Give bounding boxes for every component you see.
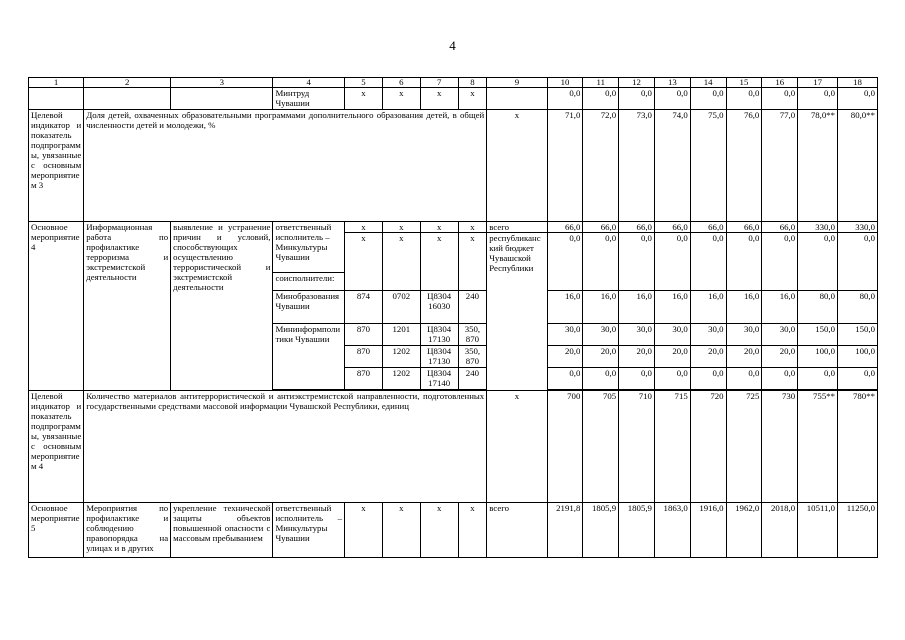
funding-source: всего [487, 503, 547, 558]
code-cell: x [382, 88, 420, 110]
measure-goal: укрепление технической защиты объектов повышенной опасности с массовым пребыванием [171, 503, 273, 558]
code-cell: 240 [458, 291, 487, 324]
value-cell: 0,0 [798, 88, 838, 110]
value-cell: 1962,0 [726, 503, 762, 558]
table-row [29, 503, 878, 558]
value-cell: 16,0 [726, 291, 762, 324]
value-cell: 16,0 [583, 291, 619, 324]
header-cell: 2 [84, 78, 171, 88]
value-cell: 0,0 [762, 368, 798, 390]
value-cell: 10511,0 [798, 503, 838, 558]
indicator-text: Доля детей, охваченных образовательными программами дополнительного образования детей, в общей численности детей и молодежи, % [84, 110, 487, 222]
code-cell: Ц8304 17140 [420, 368, 458, 390]
value-cell: 71,0 [547, 110, 583, 222]
value-cell: 0,0 [583, 368, 619, 390]
value-cell: 73,0 [619, 110, 655, 222]
code-cell: x [420, 233, 458, 291]
code-cell: 0702 [382, 291, 420, 324]
code-cell: x [345, 503, 383, 558]
value-cell: 0,0 [838, 88, 878, 110]
measure-goal: выявление и устранение причин и условий, способствующих осуществлению террористической и экстремистской деятельности [171, 222, 273, 391]
value-cell: 30,0 [762, 324, 798, 346]
value-cell: 1805,9 [583, 503, 619, 558]
value-cell: 0,0 [654, 368, 690, 390]
value-cell: 30,0 [690, 324, 726, 346]
value-cell: 16,0 [619, 291, 655, 324]
value-cell: 66,0 [619, 222, 655, 233]
header-cell: 8 [458, 78, 487, 88]
header-cell: 1 [29, 78, 84, 88]
value-cell: 0,0 [798, 233, 838, 291]
value-cell: 75,0 [690, 110, 726, 222]
header-cell: 7 [420, 78, 458, 88]
executor-cell: соисполнители: [273, 273, 345, 291]
value-cell: 780** [838, 391, 878, 503]
value-cell: 1805,9 [619, 503, 655, 558]
value-cell: 0,0 [762, 233, 798, 291]
value-cell: 330,0 [838, 222, 878, 233]
value-cell: 74,0 [654, 110, 690, 222]
value-cell: 72,0 [583, 110, 619, 222]
value-cell: 16,0 [762, 291, 798, 324]
indicator-row [29, 391, 878, 503]
code-cell: x [420, 503, 458, 558]
value-cell: 0,0 [547, 368, 583, 390]
code-cell: x [420, 222, 458, 233]
table-row [29, 88, 878, 110]
code-cell: x [458, 233, 487, 291]
value-cell: 0,0 [726, 233, 762, 291]
value-cell: 0,0 [654, 233, 690, 291]
value-cell: 0,0 [726, 88, 762, 110]
value-cell: 11250,0 [838, 503, 878, 558]
code-cell: x [487, 391, 547, 503]
value-cell: 80,0 [798, 291, 838, 324]
header-cell: 5 [345, 78, 383, 88]
code-cell: Ц8304 16030 [420, 291, 458, 324]
program-table [28, 77, 878, 558]
header-cell: 4 [273, 78, 345, 88]
code-cell: x [345, 233, 383, 291]
value-cell: 100,0 [838, 346, 878, 368]
value-cell: 725 [726, 391, 762, 503]
code-cell: 350, 870 [458, 324, 487, 346]
header-cell: 14 [690, 78, 726, 88]
code-cell: 240 [458, 368, 487, 390]
value-cell: 20,0 [583, 346, 619, 368]
value-cell: 30,0 [726, 324, 762, 346]
code-cell: 350, 870 [458, 346, 487, 368]
value-cell: 0,0 [619, 88, 655, 110]
code-cell: x [345, 222, 383, 233]
value-cell: 100,0 [798, 346, 838, 368]
code-cell: 1202 [382, 368, 420, 390]
value-cell: 715 [654, 391, 690, 503]
value-cell: 755** [798, 391, 838, 503]
value-cell: 20,0 [726, 346, 762, 368]
measure-name: Информационная работа по профилактике терроризма и экстремистской деятельности [84, 222, 171, 391]
value-cell: 700 [547, 391, 583, 503]
value-cell: 0,0 [583, 233, 619, 291]
value-cell: 20,0 [547, 346, 583, 368]
value-cell: 20,0 [619, 346, 655, 368]
value-cell: 76,0 [726, 110, 762, 222]
value-cell: 78,0** [798, 110, 838, 222]
code-cell: 874 [345, 291, 383, 324]
value-cell: 710 [619, 391, 655, 503]
code-cell: x [345, 88, 383, 110]
code-cell: Ц8304 17130 [420, 324, 458, 346]
value-cell: 720 [690, 391, 726, 503]
code-cell: x [487, 110, 547, 222]
value-cell: 2018,0 [762, 503, 798, 558]
executor-cell: Минобразования Чувашии [273, 291, 345, 324]
header-cell: 17 [798, 78, 838, 88]
value-cell: 20,0 [654, 346, 690, 368]
code-cell: 1202 [382, 346, 420, 368]
value-cell: 0,0 [726, 368, 762, 390]
executor-cell: ответственный исполнитель – Минкультуры Чувашии [273, 503, 345, 558]
value-cell: 30,0 [547, 324, 583, 346]
value-cell: 16,0 [547, 291, 583, 324]
measure-label: Основное мероприятие 4 [29, 222, 84, 391]
code-cell: 870 [345, 368, 383, 390]
code-cell: x [458, 222, 487, 233]
code-cell: x [458, 88, 487, 110]
value-cell: 0,0 [619, 233, 655, 291]
indicator-row [29, 110, 878, 222]
value-cell: 77,0 [762, 110, 798, 222]
header-cell: 9 [487, 78, 547, 88]
value-cell: 150,0 [798, 324, 838, 346]
indicator-label: Целевой индикатор и показатель подпрограммы, увязанные с основным мероприятием 4 [29, 391, 84, 503]
value-cell: 66,0 [762, 222, 798, 233]
value-cell: 705 [583, 391, 619, 503]
code-cell: 1201 [382, 324, 420, 346]
value-cell: 0,0 [798, 368, 838, 390]
indicator-label: Целевой индикатор и показатель подпрограммы, увязанные с основным мероприятием 3 [29, 110, 84, 222]
value-cell: 2191,8 [547, 503, 583, 558]
value-cell: 0,0 [547, 88, 583, 110]
value-cell: 66,0 [583, 222, 619, 233]
header-cell: 10 [547, 78, 583, 88]
header-cell: 16 [762, 78, 798, 88]
value-cell: 20,0 [762, 346, 798, 368]
indicator-text: Количество материалов антитеррористической и антиэкстремистской направленности, подготовленных государственными средствами массовой информации Чувашской Республики, единиц [84, 391, 487, 503]
header-row [29, 78, 878, 88]
code-cell: x [382, 503, 420, 558]
value-cell: 66,0 [726, 222, 762, 233]
value-cell: 16,0 [690, 291, 726, 324]
header-cell: 13 [654, 78, 690, 88]
value-cell: 730 [762, 391, 798, 503]
value-cell: 330,0 [798, 222, 838, 233]
value-cell: 80,0 [838, 291, 878, 324]
header-cell: 11 [583, 78, 619, 88]
executor-cell: ответственный исполнитель – Минкультуры Чувашии [273, 222, 345, 273]
code-cell: 870 [345, 324, 383, 346]
funding-source: всего [487, 222, 547, 233]
executor-cell: Мининформполитики Чувашии [273, 324, 345, 390]
value-cell: 66,0 [690, 222, 726, 233]
value-cell: 0,0 [690, 88, 726, 110]
measure-name: Мероприятия по профилактике и соблюдению правопорядка на улицах и в других [84, 503, 171, 558]
value-cell: 66,0 [547, 222, 583, 233]
value-cell: 16,0 [654, 291, 690, 324]
value-cell: 20,0 [690, 346, 726, 368]
value-cell: 0,0 [838, 368, 878, 390]
header-cell: 3 [171, 78, 273, 88]
value-cell: 66,0 [654, 222, 690, 233]
header-cell: 18 [838, 78, 878, 88]
value-cell: 0,0 [762, 88, 798, 110]
value-cell: 30,0 [583, 324, 619, 346]
value-cell: 0,0 [547, 233, 583, 291]
value-cell: 150,0 [838, 324, 878, 346]
header-cell: 6 [382, 78, 420, 88]
value-cell: 30,0 [619, 324, 655, 346]
code-cell: 870 [345, 346, 383, 368]
value-cell: 1916,0 [690, 503, 726, 558]
value-cell: 0,0 [583, 88, 619, 110]
code-cell: x [420, 88, 458, 110]
header-cell: 12 [619, 78, 655, 88]
value-cell: 80,0** [838, 110, 878, 222]
funding-source: республиканский бюджет Чувашской Республики [487, 233, 547, 391]
code-cell: x [382, 233, 420, 291]
value-cell: 0,0 [690, 368, 726, 390]
value-cell: 30,0 [654, 324, 690, 346]
page-number: 4 [449, 38, 456, 53]
value-cell: 1863,0 [654, 503, 690, 558]
table-row [29, 222, 878, 233]
measure-label: Основное мероприятие 5 [29, 503, 84, 558]
code-cell: Ц8304 17130 [420, 346, 458, 368]
value-cell: 0,0 [690, 233, 726, 291]
header-cell: 15 [726, 78, 762, 88]
executor-cell: Минтруд Чувашии [273, 88, 345, 110]
code-cell: x [382, 222, 420, 233]
value-cell: 0,0 [619, 368, 655, 390]
value-cell: 0,0 [838, 233, 878, 291]
value-cell: 0,0 [654, 88, 690, 110]
code-cell: x [458, 503, 487, 558]
